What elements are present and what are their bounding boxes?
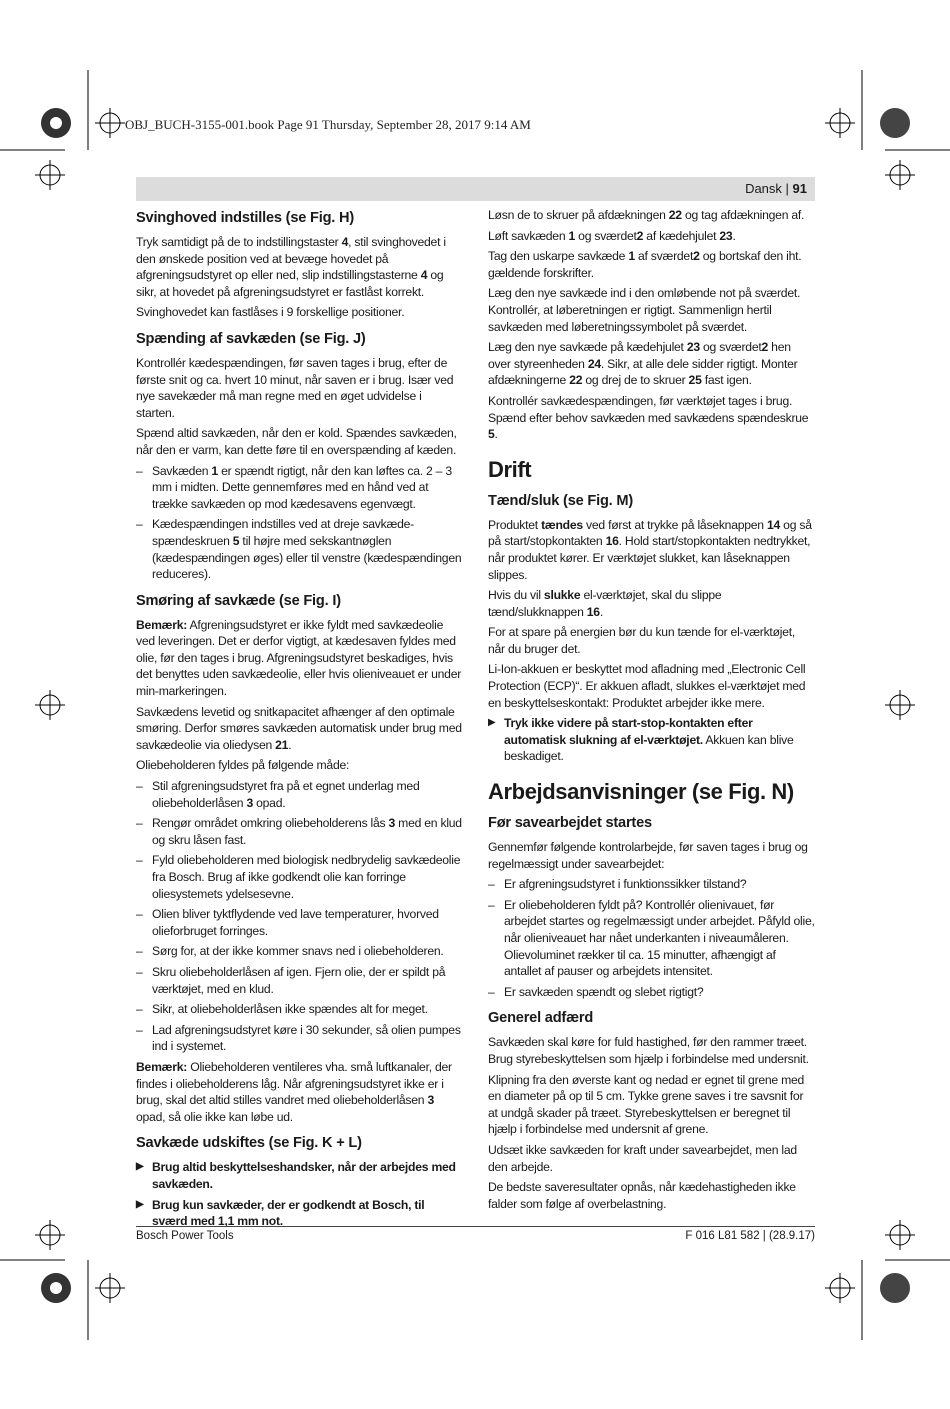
- paragraph: Læg den nye savkæde på kædehjulet 23 og sværdet2 hen over styreenheden 24. Sikr, at alle dele sidder rigtigt. Monter afdækningerne 22 og drej de to skruer 25 fast igen.: [488, 340, 798, 388]
- heading-arbejdsanvisninger: Arbejdsanvisninger (se Fig. N): [488, 779, 794, 805]
- list-item: – Rengør området omkring oliebeholderens lås 3 med en klud og skru låsen fast.: [136, 816, 462, 847]
- header-language: Dansk: [745, 181, 782, 196]
- page-footer: [136, 1226, 815, 1242]
- paragraph: Tryk samtidigt på de to indstillingstaster 4, stil svinghovedet i den ønskede position ved at bevæge hovedet på afgreningsudstyret op eller ned, slip indstillingstasterne 4 og sikr, at hovedet på afgreningsudstyret er fastlåst korrekt.: [136, 235, 446, 299]
- paragraph: Produktet tændes ved først at trykke på låseknappen 14 og så på start/stopkontakten 16. Hold start/stopkontakten nedtrykket, når produktet kører. Er værktøjet slukket, kan låseknappen slippes.: [488, 517, 812, 582]
- paragraph: Gennemfør følgende kontrolarbejde, før saven tages i brug og regelmæssigt under savearbejdet:: [488, 840, 808, 871]
- header-text: Dansk | 91: [745, 181, 807, 196]
- right-column: [488, 207, 815, 1216]
- registration-mark-top-left: [41, 108, 71, 138]
- paragraph: De bedste saveresultater opnås, når kædehastigheden ikke falder som følge af overbelastning.: [488, 1180, 796, 1211]
- heading-udskiftes: Savkæde udskiftes (se Fig. K + L): [136, 1135, 362, 1152]
- list-item: – Skru oliebeholderlåsen af igen. Fjern olie, der er spildt på værktøjet, med en klud.: [136, 964, 446, 996]
- footer-doc-id: F 016 L81 582 | (28.9.17): [685, 1230, 815, 1242]
- heading-taend-sluk: Tænd/sluk (se Fig. M): [488, 492, 633, 509]
- list-item: – Sørg for, at der ikke kommer snavs ned i oliebeholderen.: [136, 944, 444, 959]
- registration-mark-bottom-left: [41, 1273, 71, 1303]
- paragraph: Udsæt ikke savkæden for kraft under savearbejdet, men lad den arbejde.: [488, 1142, 797, 1174]
- paragraph: Oliebeholderen fyldes på følgende måde:: [136, 758, 350, 773]
- paragraph: Savkædens levetid og snitkapacitet afhænger af den optimale smøring. Derfor smøres savkæden automatisk under brug med savkædeolie via oliedysen 21.: [136, 704, 462, 752]
- paragraph: For at spare på energien bør du kun tænde for el-værktøjet, når du bruger det.: [488, 625, 796, 656]
- list-item: – Er afgreningsudstyret i funktionssikker tilstand?: [488, 877, 747, 892]
- paragraph: Hvis du vil slukke el-værktøjet, skal du slippe tænd/slukknappen 16.: [488, 588, 722, 619]
- list-item: – Er savkæden spændt og slebet rigtigt?: [488, 984, 704, 999]
- registration-mark-top-right: [880, 108, 910, 138]
- list-item: – Savkæden 1 er spændt rigtigt, når den kan løftes ca. 2 – 3 mm i midten. Dette gennemføres med en hånd ved at trække savkæden op mod kædesavens egenvægt.: [136, 463, 452, 511]
- paragraph: Savkæden skal køre for fuld hastighed, før den rammer træet. Brug styrebeskyttelsen som hjælp i forbindelse med undersnit.: [488, 1035, 809, 1066]
- list-item: – Kædespændingen indstilles ved at dreje savkæde-spændeskruen 5 til højre med sekskantnøglen (kædespændingen øges) eller til venstre (kædespændingen reduceres).: [136, 517, 462, 582]
- note: Bemærk: Afgreningsudstyret er ikke fyldt med savkædeolie ved leveringen. Det er derfor vigtigt, at kædesaven fyldes med olie, før den tages i brug. Afgreningsudstyret beskadiges, hvis det benyttes uden savkædeolie, eller hvis olieniveauet er under min-markeringen.: [136, 617, 462, 699]
- paragraph: Kontrollér kædespændingen, før saven tages i brug, efter de første snit og ca. hvert 10 minut, når saven er i brug. Især ved nye savekæder må man regne med en øget udvidelse i starten.: [136, 355, 454, 420]
- warning-item: ▶ Brug altid beskyttelseshandsker, når der arbejdes med savkæden.: [136, 1160, 456, 1191]
- list-item: – Stil afgreningsudstyret fra på et egnet underlag med oliebeholderlåsen 3 opad.: [136, 779, 420, 810]
- list-item: – Sikr, at oliebeholderlåsen ikke spændes alt for meget.: [136, 1002, 428, 1017]
- heading-foer-savearbejdet: Før savearbejdet startes: [488, 815, 652, 832]
- paragraph: Løsn de to skruer på afdækningen 22 og tag afdækningen af.: [488, 208, 805, 222]
- paragraph: Læg den nye savkæde ind i den omløbende not på sværdet. Kontrollér, at løberetningen er rigtigt. Sammenlign hertil savkæden med løberetningssymbolet på sværdet.: [488, 286, 801, 334]
- warning-item: ▶ Tryk ikke videre på start-stop-kontakten efter automatisk slukning af el-værktøjet. Akkuen kan blive beskadiget.: [488, 716, 794, 764]
- paragraph: Løft savkæden 1 og sværdet2 af kædehjulet 23.: [488, 228, 736, 243]
- list-item: – Olien bliver tyktflydende ved lave temperaturer, hvorved olieforbruget forringes.: [136, 907, 439, 938]
- registration-mark-bottom-right: [880, 1273, 910, 1303]
- print-slug: OBJ_BUCH-3155-001.book Page 91 Thursday, September 28, 2017 9:14 AM: [125, 117, 531, 132]
- paragraph: Spænd altid savkæden, når den er kold. Spændes savkæden, når den er varm, kan dette føre til en overspænding af kæden.: [136, 426, 457, 457]
- list-item: – Fyld oliebeholderen med biologisk nedbrydelig savkædeolie fra Bosch. Brug af ikke godkendt olie kan forringe oliesystemets ydelsesevne.: [136, 853, 461, 901]
- heading-drift: Drift: [488, 456, 532, 482]
- footer-company: Bosch Power Tools: [136, 1230, 234, 1242]
- paragraph: Tag den uskarpe savkæde 1 af sværdet2 og bortskaf den iht. gældende forskrifter.: [488, 249, 802, 280]
- page-number: 91: [792, 181, 807, 196]
- warning-item: ▶ Brug kun savkæder, der er godkendt at Bosch, til sværd med 1,1 mm not.: [136, 1197, 425, 1229]
- heading-generel-adfaerd: Generel adfærd: [488, 1010, 594, 1027]
- note: Bemærk: Oliebeholderen ventileres vha. små luftkanaler, der findes i oliebeholderens låg. Når afgreningsudstyret ikke er i brug, skal det altid stilles vandret med oliebeholderlåsen 3 opad, så olie ikke kan løbe ud.: [136, 1059, 452, 1124]
- heading-spaending: Spænding af savkæden (se Fig. J): [136, 330, 366, 347]
- left-column: [136, 207, 462, 1234]
- list-item: – Er oliebeholderen fyldt på? Kontrollér olienivauet, før arbejdet startes og regelmæssigt under arbejdet. Påfyld olie, når olieniveauet har nået underkanten i niveaumåleren. Olievoluminet rækker til ca. 15 minutter, afhængigt af antallet af pauser og arbejdets intensitet.: [488, 897, 815, 979]
- paragraph: Svinghovedet kan fastlåses i 9 forskellige positioner.: [136, 305, 405, 320]
- list-item: – Lad afgreningsudstyret køre i 30 sekunder, så olien pumpes ind i systemet.: [136, 1022, 461, 1054]
- paragraph: Klipning fra den øverste kant og nedad er egnet til grene med en diameter på op til 5 cm. Tykke grene saves i tre savsnit for at undgå skader på træet. Styrebeskyttelsen er beregnet til hjælp i forbindelse med undersnit af grene.: [488, 1072, 805, 1137]
- page-header: [136, 177, 815, 201]
- heading-smoering: Smøring af savkæde (se Fig. I): [136, 592, 341, 609]
- paragraph: Kontrollér savkædespændingen, før værktøjet tages i brug. Spænd efter behov savkæden med savkædens spændeskrue 5.: [488, 393, 809, 442]
- heading-svinghoved: Svinghoved indstilles (se Fig. H): [136, 210, 355, 226]
- paragraph: Li-Ion-akkuen er beskyttet mod afladning med „Electronic Cell Protection (ECP)“. Er akkuen afladt, slukkes el-værktøjet med en beskyttelseskontakt: Produktet arbejder ikke mere.: [488, 662, 806, 710]
